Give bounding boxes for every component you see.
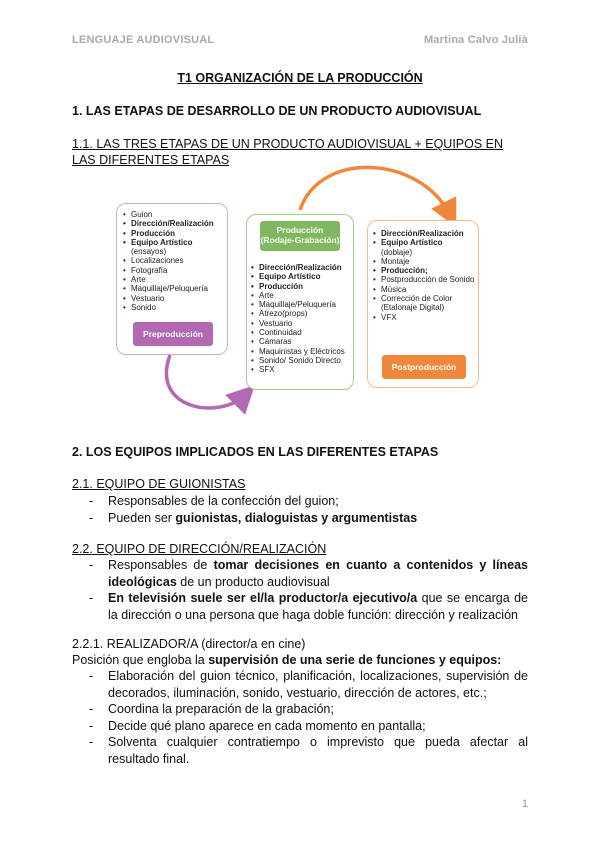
post-item: • VFX — [373, 313, 477, 322]
prod-item: • Equipo Artístico — [251, 272, 351, 281]
prod-item: • Maquillaje/Peluquería — [251, 300, 351, 309]
list-item: - Solventa cualquier contratiempo o imprevisto que pueda afectar al resultado final. — [72, 734, 528, 767]
pre-item: • Equipo Artístico — [123, 238, 227, 247]
prod-item: • Producción — [251, 282, 351, 291]
section-2-2-1-intro: Posición que engloba la supervisión de una serie de funciones y equipos: — [72, 653, 502, 667]
pre-item: • Localizaciones — [123, 256, 227, 265]
pre-item: • Producción — [123, 229, 227, 238]
production-label: Producción (Rodaje-Grabación) — [260, 221, 340, 251]
post-item: • Dirección/Realización — [373, 229, 477, 238]
list-item: - Pueden ser guionistas, dialoguistas y argumentistas — [72, 510, 528, 527]
pre-item: • Maquillaje/Peluquería — [123, 284, 227, 293]
pre-item: • Guion — [123, 210, 227, 219]
list-item: - Elaboración del guion técnico, planificación, localizaciones, supervisión de decorados, iluminación, sonido, vestuario, dirección de actores, etc.; — [72, 668, 528, 701]
post-item: • Montaje — [373, 257, 477, 266]
list-item: - Coordina la preparación de la grabación; — [72, 701, 528, 718]
prod-item: • Arte — [251, 291, 351, 300]
section-2-2-list — [72, 557, 528, 623]
prod-item: • Cámaras — [251, 337, 351, 346]
post-item: • Producción; — [373, 266, 477, 275]
section-2-1-list — [72, 493, 528, 526]
section-2-2-1-heading: 2.2.1. REALIZADOR/A (director/a en cine) — [72, 637, 306, 651]
pre-item: • Fotografía — [123, 266, 227, 275]
postproduction-box — [367, 220, 479, 388]
arrow-production-to-post — [300, 167, 450, 215]
prod-item: • Sonido/ Sonido Directo — [251, 356, 351, 365]
prod-item: • Vestuario — [251, 319, 351, 328]
pre-item: • Vestuario — [123, 294, 227, 303]
arrow-pre-to-production — [166, 355, 245, 408]
pre-item: (ensayos) — [131, 247, 167, 257]
section-2-2-heading: 2.2. EQUIPO DE DIRECCIÓN/REALIZACIÓN — [72, 542, 327, 556]
postproduction-label: Postproducción — [382, 355, 466, 379]
preproduction-label: Preproducción — [133, 322, 213, 346]
post-item: • Corrección de Color (Etalonaje Digital) — [373, 294, 477, 313]
prod-item: • Maquinistas y Eléctricos — [251, 347, 351, 356]
prod-item: • Continuidad — [251, 328, 351, 337]
post-item: (doblaje) — [381, 247, 413, 257]
header-subject: LENGUAJE AUDIOVISUAL — [72, 34, 215, 46]
preproduction-list — [123, 210, 227, 312]
post-item: • Equipo Artístico — [373, 238, 477, 247]
pre-item: • Arte — [123, 275, 227, 284]
section-2-2-1-list — [72, 668, 528, 767]
post-item: • Música — [373, 285, 477, 294]
postproduction-list — [373, 229, 477, 322]
production-box — [246, 214, 354, 390]
list-item: - Responsables de tomar decisiones en cuanto a contenidos y líneas ideológicas de un producto audiovisual — [72, 557, 528, 590]
section-1-1-heading: 1.1. LAS TRES ETAPAS DE UN PRODUCTO AUDIOVISUAL + EQUIPOS EN LAS DIFERENTES ETAPAS — [72, 137, 504, 167]
section-1-heading: 1. LAS ETAPAS DE DESARROLLO DE UN PRODUCTO AUDIOVISUAL — [72, 104, 482, 118]
list-item: - Responsables de la confección del guion; — [72, 493, 528, 510]
page-number: 1 — [521, 798, 528, 810]
production-list — [251, 263, 351, 375]
pre-item: • Dirección/Realización — [123, 219, 227, 228]
prod-item: • SFX — [251, 365, 351, 374]
preproduction-box — [116, 203, 228, 355]
header-author: Martina Calvo Julià — [423, 34, 528, 46]
pre-item: • Sonido — [123, 303, 227, 312]
section-2-heading: 2. LOS EQUIPOS IMPLICADOS EN LAS DIFERENTES ETAPAS — [72, 445, 439, 459]
page-title: T1 ORGANIZACIÓN DE LA PRODUCCIÓN — [177, 71, 423, 85]
list-item: - Decide qué plano aparece en cada momento en pantalla; — [72, 718, 528, 735]
list-item: - En televisión suele ser el/la productor/a ejecutivo/a que se encarga de la dirección o una persona que haga doble función: dirección y realización — [72, 590, 528, 623]
post-item: • Postproducción de Sonido — [373, 275, 477, 284]
section-2-1-heading: 2.1. EQUIPO DE GUIONISTAS — [72, 477, 246, 491]
prod-item: • Atrezo(props) — [251, 309, 351, 318]
prod-item: • Dirección/Realización — [251, 263, 351, 272]
